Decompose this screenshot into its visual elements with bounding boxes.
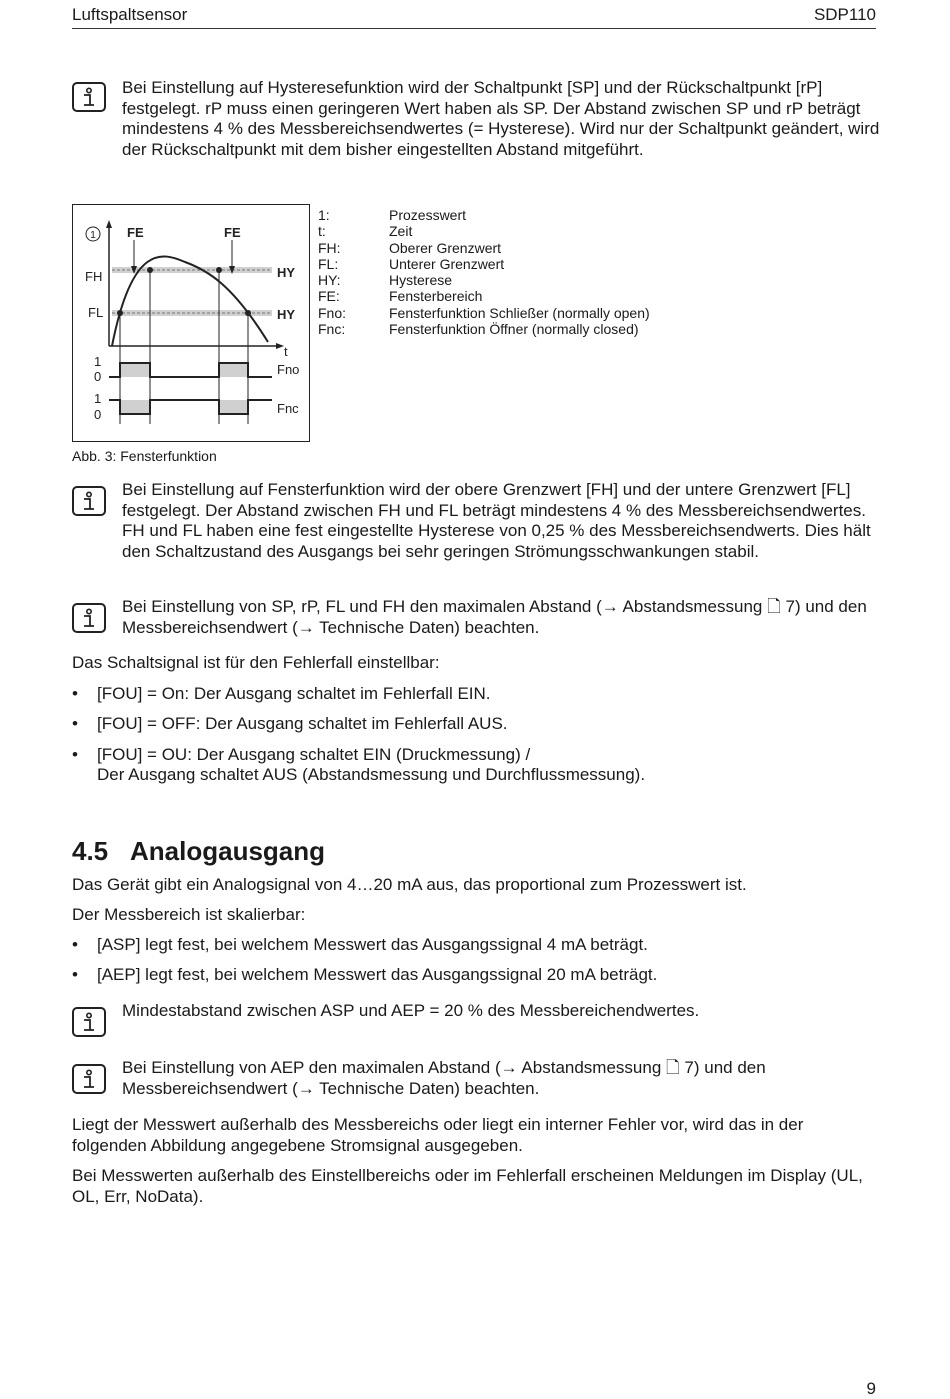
legend-row [318, 256, 650, 272]
bullet-dot: • [72, 965, 78, 984]
analog-bullet: [AEP] legt fest, bei welchem Messwert das Ausgangssignal 20 mA beträgt. [97, 965, 658, 984]
legend-key: HY: [318, 272, 341, 289]
bullet-dot: • [72, 745, 78, 764]
legend-row [318, 305, 650, 321]
window-function-diagram [72, 204, 310, 442]
page-number: 9 [866, 1379, 876, 1398]
section-number: 4.5 [72, 836, 109, 866]
section-heading [72, 836, 325, 866]
legend-row [318, 207, 650, 223]
legend-row [318, 240, 650, 256]
fault-bullet: [FOU] = OFF: Der Ausgang schaltet im Fehlerfall AUS. [97, 714, 508, 733]
info-icon [72, 603, 106, 633]
note-window-function: Bei Einstellung auf Fensterfunktion wird der obere Grenzwert [FH] und der untere Grenzwert [FL] festgelegt. Der Abstand zwischen FH und FL beträgt mindestens 4 % des Messbereichsendwertes. FH und FL haben eine fest eingestellte Hysterese von 0,25 % des Messbereichsendwerts. Dies hält den Schaltzustand des Ausgangs bei sehr geringen Strömungsschwankungen stabil. [122, 480, 871, 561]
analog-paragraph: Der Messbereich ist skalierbar: [72, 905, 306, 924]
figure-fe-left-label: FE [127, 225, 144, 240]
figure-marker-label: 1 [90, 230, 96, 241]
figure-fl-label: FL [88, 305, 104, 320]
fault-bullet: [FOU] = OU: Der Ausgang schaltet EIN (Druckmessung) / [97, 745, 531, 764]
figure-t-label: t [284, 344, 288, 359]
note-aep-distance: Bei Einstellung von AEP den maximalen Abstand (→ Abstandsmessung 🗋 7) und den Messbereichsendwert (→ Technische Daten) beachten. [122, 1058, 766, 1098]
legend-key: FL: [318, 255, 339, 272]
legend-desc: Prozesswert [389, 207, 467, 223]
section-title: Analogausgang [130, 836, 326, 866]
analog-bullet: [ASP] legt fest, bei welchem Messwert das Ausgangssignal 4 mA beträgt. [97, 935, 648, 954]
info-icon [72, 1007, 106, 1037]
header-title: Luftspaltsensor [72, 5, 188, 24]
analog-paragraph: Liegt der Messwert außerhalb des Messbereichs oder liegt ein interner Fehler vor, wird das in der folgenden Abbildung angegebene Stromsignal ausgegeben. [72, 1115, 804, 1155]
legend-desc: Fensterbereich [389, 288, 483, 305]
legend-desc: Oberer Grenzwert [389, 239, 502, 256]
bullet-dot: • [72, 684, 78, 703]
fault-intro: Das Schaltsignal ist für den Fehlerfall einstellbar: [72, 653, 440, 672]
note-min-distance: Mindestabstand zwischen ASP und AEP = 20 % des Messbereichendwertes. [122, 1001, 700, 1020]
info-icon [72, 486, 106, 516]
figure-fno-high: 1 [94, 354, 102, 369]
figure-caption: Abb. 3: Fensterfunktion [72, 448, 217, 464]
note-hysteresis: Bei Einstellung auf Hysteresefunktion wird der Schaltpunkt [SP] und der Rückschaltpunkt [rP] festgelegt. rP muss einen geringeren Wert haben als SP. Der Abstand zwischen SP und rP beträgt mindestens 4 % des Messbereichsendwertes (= Hysterese). Wird nur der Schaltpunkt geändert, wird der Rückschaltpunkt mit dem bisher eingestellten Abstand mitgeführt. [122, 78, 880, 159]
legend-row [318, 223, 650, 239]
legend-key: t: [318, 223, 326, 240]
analog-paragraph: Bei Messwerten außerhalb des Einstellbereichs oder im Fehlerfall erscheinen Meldungen im Display (UL, OL, Err, NoData). [72, 1166, 863, 1206]
figure-fh-label: FH [85, 269, 103, 284]
figure-fno-low: 0 [94, 369, 102, 384]
legend-row [318, 321, 650, 337]
figure-hy-bottom-label: HY [277, 307, 296, 322]
figure-fnc-low: 0 [94, 407, 102, 422]
legend-desc: Fensterfunktion Öffner (normally closed) [389, 321, 639, 338]
legend-key: Fnc: [318, 321, 346, 338]
bullet-dot: • [72, 714, 78, 733]
legend-desc: Hysterese [389, 272, 453, 289]
legend-desc: Unterer Grenzwert [389, 255, 505, 272]
info-icon [72, 82, 106, 112]
header-divider [72, 28, 876, 29]
legend-row [318, 272, 650, 288]
figure-fnc-high: 1 [94, 391, 102, 406]
figure-hy-top-label: HY [277, 265, 296, 280]
figure-legend [318, 207, 650, 337]
legend-key: FE: [318, 288, 340, 305]
fault-bullet-continuation: Der Ausgang schaltet AUS (Abstandsmessung und Durchflussmessung). [97, 765, 646, 784]
legend-desc: Fensterfunktion Schließer (normally open) [389, 304, 650, 321]
figure-fe-right-label: FE [224, 225, 241, 240]
note-max-distance: Bei Einstellung von SP, rP, FL und FH den maximalen Abstand (→ Abstandsmessung 🗋 7) und den Messbereichsendwert (→ Technische Daten) beachten. [122, 597, 867, 637]
analog-paragraph: Das Gerät gibt ein Analogsignal von 4…20 mA aus, das proportional zum Prozesswert ist. [72, 875, 747, 894]
legend-key: FH: [318, 239, 341, 256]
legend-key: 1: [318, 207, 330, 223]
figure-fnc-label: Fnc [277, 401, 299, 416]
fault-bullet: [FOU] = On: Der Ausgang schaltet im Fehlerfall EIN. [97, 684, 491, 703]
legend-key: Fno: [318, 304, 347, 321]
info-icon [72, 1064, 106, 1094]
header-model: SDP110 [813, 5, 876, 24]
legend-desc: Zeit [389, 223, 413, 240]
figure-fno-label: Fno [277, 362, 300, 377]
legend-row [318, 288, 650, 304]
bullet-dot: • [72, 935, 78, 954]
